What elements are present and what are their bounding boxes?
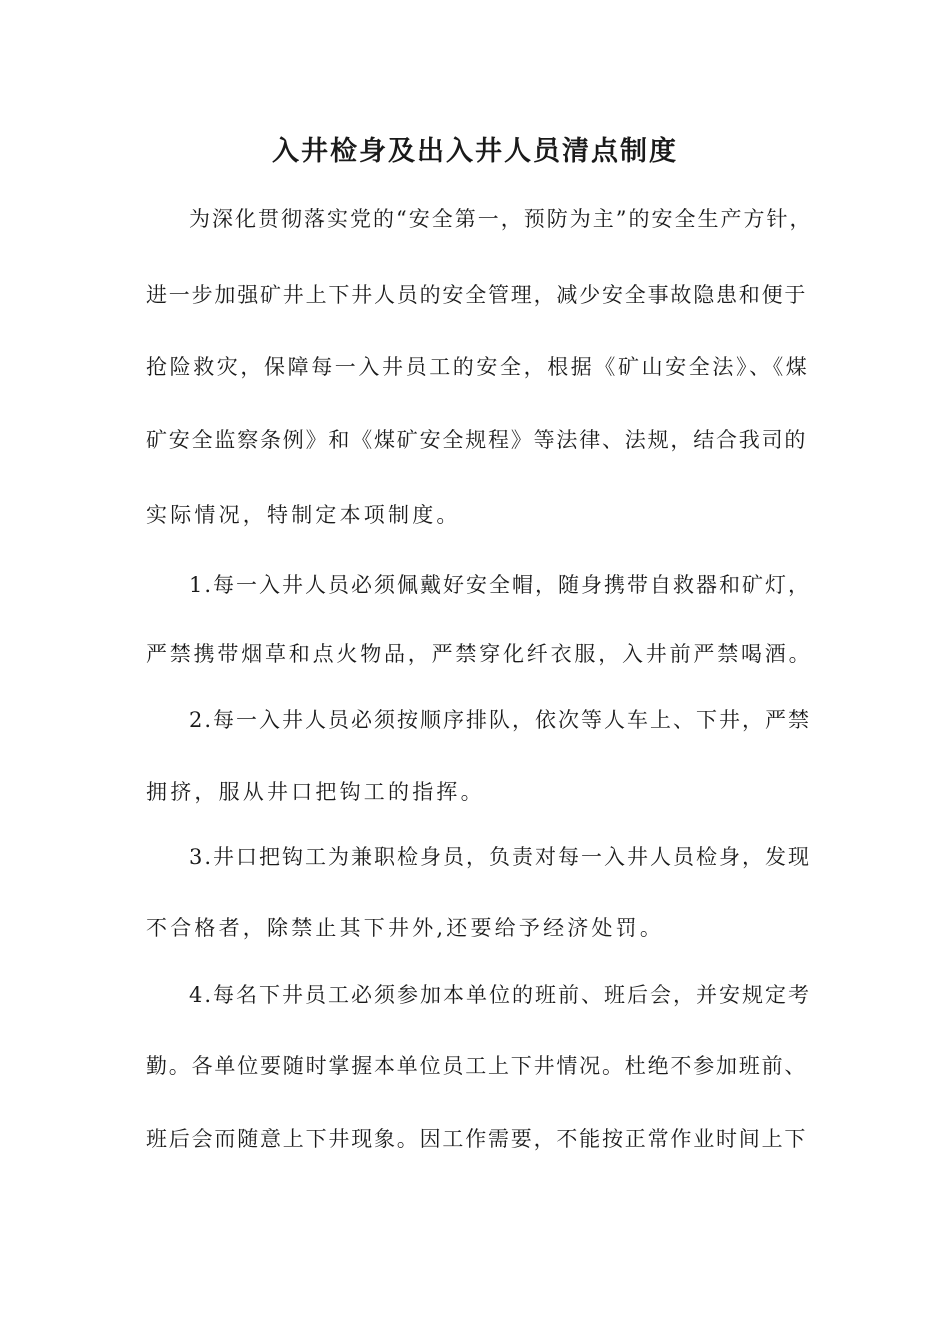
item-1-line-1: 1.每一入井人员必须佩戴好安全帽，随身携带自救器和矿灯， bbox=[189, 573, 812, 597]
intro-line-3: 抢险救灾，保障每一入井员工的安全，根据《矿山安全法》、《煤 bbox=[146, 355, 810, 379]
document-title: 入井检身及出入井人员清点制度 bbox=[272, 136, 678, 167]
item-4-line-1: 4.每名下井员工必须参加本单位的班前、班后会，并安规定考 bbox=[189, 983, 812, 1007]
item-4-line-3: 班后会而随意上下井现象。因工作需要，不能按正常作业时间上下 bbox=[146, 1127, 808, 1151]
intro-line-4: 矿安全监察条例》和《煤矿安全规程》等法律、法规，结合我司的 bbox=[146, 428, 808, 452]
item-2-line-2: 拥挤，服从井口把钩工的指挥。 bbox=[146, 780, 485, 804]
item-3-line-2: 不合格者，除禁止其下井外,还要给予经济处罚。 bbox=[146, 916, 665, 940]
item-2-line-1: 2.每一入井人员必须按顺序排队，依次等人车上、下井，严禁 bbox=[189, 708, 812, 732]
intro-line-2: 进一步加强矿井上下井人员的安全管理，减少安全事故隐患和便于 bbox=[146, 283, 808, 307]
item-3-line-1: 3.井口把钩工为兼职检身员，负责对每一入井人员检身，发现 bbox=[189, 845, 812, 869]
item-1-line-2: 严禁携带烟草和点火物品，严禁穿化纤衣服，入井前严禁喝酒。 bbox=[146, 642, 813, 666]
item-4-line-2: 勤。各单位要随时掌握本单位员工上下井情况。杜绝不参加班前、 bbox=[146, 1054, 808, 1078]
intro-line-5: 实际情况，特制定本项制度。 bbox=[146, 503, 461, 527]
intro-line-1: 为深化贯彻落实党的“安全第一，预防为主”的安全生产方针， bbox=[189, 207, 813, 231]
